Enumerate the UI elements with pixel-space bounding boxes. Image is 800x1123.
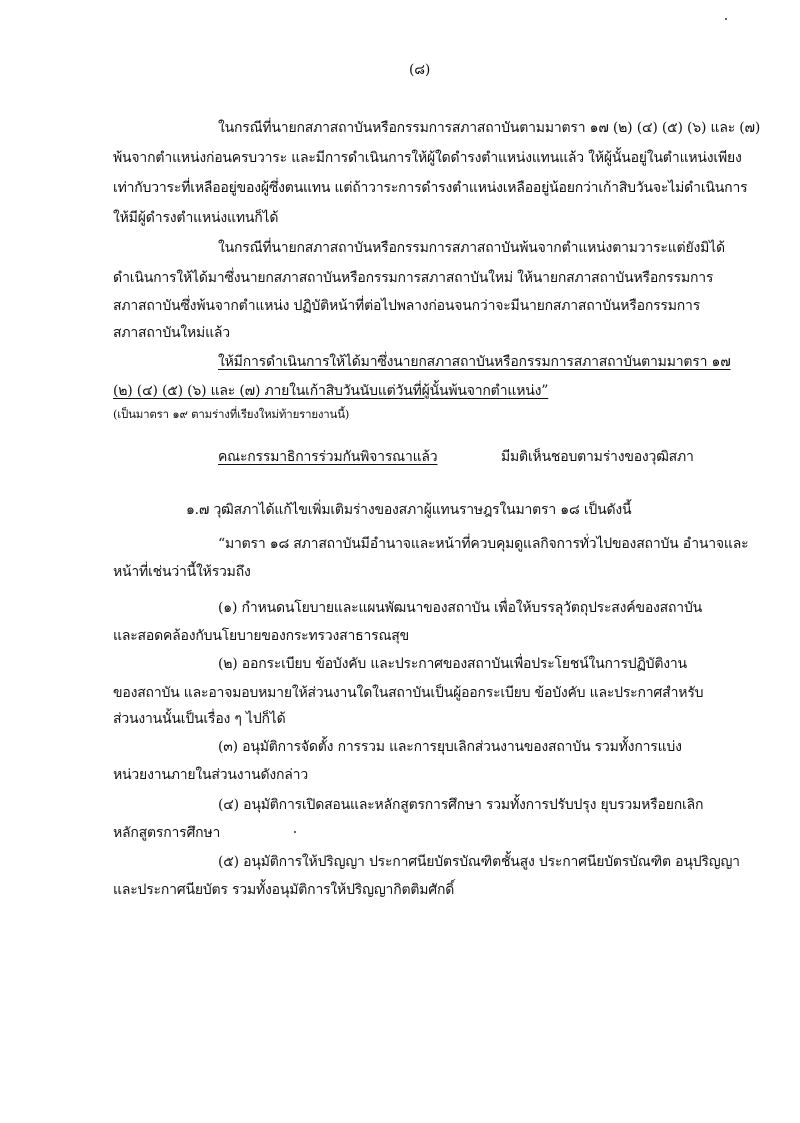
paragraph-2-line-3: สภาสถาบันซึ่งพ้นจากตำแหน่ง ปฏิบัติหน้าที่ต่อไปพลางก่อนจนกว่าจะมีนายกสภาสถาบันหรือกรรมการ bbox=[113, 298, 701, 314]
paragraph-2-line-2: ดำเนินการให้ได้มาซึ่งนายกสภาสถาบันหรือกรรมการสภาสถาบันใหม่ ให้นายกสภาสถาบันหรือกรรมการ bbox=[113, 270, 714, 286]
page-number: (๘) bbox=[409, 62, 431, 78]
item-1-line-1: (๑) กำหนดนโยบายและแผนพัฒนาของสถาบัน เพื่อให้บรรลุวัตถุประสงค์ของสถาบัน bbox=[218, 600, 703, 616]
paragraph-1-line-1: ในกรณีที่นายกสภาสถาบันหรือกรรมการสภาสถาบันตามมาตรา ๑๗ (๒) (๔) (๕) (๖) และ (๗) bbox=[218, 120, 761, 136]
item-5-line-2: และประกาศนียบัตร รวมทั้งอนุมัติการให้ปริญญากิตติมศักดิ์ bbox=[113, 882, 455, 898]
paragraph-1-line-4: ให้มีผู้ดำรงตำแหน่งแทนก็ได้ bbox=[113, 210, 279, 226]
scan-speck bbox=[725, 18, 727, 20]
item-1-line-2: และสอดคล้องกับนโยบายของกระทรวงสาธารณสุข bbox=[113, 628, 409, 644]
section-heading: ๑.๗ วุฒิสภาได้แก้ไขเพิ่มเติมร่างของสภาผู้แทนราษฎรในมาตรา ๑๘ เป็นดังนี้ bbox=[186, 502, 632, 518]
scan-speck bbox=[294, 831, 296, 833]
item-3-line-2: หน่วยงานภายในส่วนงานดังกล่าว bbox=[113, 767, 308, 783]
item-5-line-1: (๕) อนุมัติการให้ปริญญา ประกาศนียบัตรบัณฑิตชั้นสูง ประกาศนียบัตรบัณฑิต อนุปริญญา bbox=[218, 854, 740, 870]
section-intro-line-2: หน้าที่เช่นว่านี้ให้รวมถึง bbox=[113, 564, 251, 580]
committee-heading: คณะกรรมาธิการร่วมกันพิจารณาแล้ว bbox=[218, 449, 438, 465]
item-4-line-1: (๔) อนุมัติการเปิดสอนและหลักสูตรการศึกษา รวมทั้งการปรับปรุง ยุบรวมหรือยกเลิก bbox=[218, 797, 704, 813]
item-2-line-2: ของสถาบัน และอาจมอบหมายให้ส่วนงานใดในสถาบันเป็นผู้ออกระเบียบ ข้อบังคับ และประกาศสำหรับ bbox=[113, 685, 704, 701]
item-2-line-3: ส่วนงานนั้นเป็นเรื่อง ๆ ไปก็ได้ bbox=[113, 711, 286, 727]
item-4-line-2: หลักสูตรการศึกษา bbox=[113, 825, 221, 841]
paragraph-2-line-4: สภาสถาบันใหม่แล้ว bbox=[113, 325, 230, 341]
paragraph-3-line-2: (๒) (๔) (๕) (๖) และ (๗) ภายในเก้าสิบวันนับแต่วันที่ผู้นั้นพ้นจากตำแหน่ง” bbox=[113, 383, 549, 399]
item-2-line-1: (๒) ออกระเบียบ ข้อบังคับ และประกาศของสถาบันเพื่อประโยชน์ในการปฏิบัติงาน bbox=[218, 656, 687, 672]
paragraph-2-line-1: ในกรณีที่นายกสภาสถาบันหรือกรรมการสภาสถาบันพ้นจากตำแหน่งตามวาระแต่ยังมิได้ bbox=[218, 240, 725, 256]
paragraph-1-line-2: พ้นจากตำแหน่งก่อนครบวาระ และมีการดำเนินการให้ผู้ใดดำรงตำแหน่งแทนแล้ว ให้ผู้นั้นอยู่ในตำแหน่งเพียง bbox=[113, 150, 742, 166]
item-3-line-1: (๓) อนุมัติการจัดตั้ง การรวม และการยุบเลิกส่วนงานของสถาบัน รวมทั้งการแบ่ง bbox=[218, 739, 682, 755]
paragraph-1-line-3: เท่ากับวาระที่เหลืออยู่ของผู้ซึ่งตนแทน แต่ถ้าวาระการดำรงตำแหน่งเหลืออยู่น้อยกว่าเก้าสิบวันจะไม่ดำเนินการ bbox=[113, 180, 748, 196]
renumber-note: (เป็นมาตรา ๑๙ ตามร่างที่เรียงใหม่ท้ายรายงานนี้) bbox=[113, 407, 350, 421]
paragraph-3-line-1: ให้มีการดำเนินการให้ได้มาซึ่งนายกสภาสถาบันหรือกรรมการสภาสถาบันตามมาตรา ๑๗ bbox=[218, 354, 731, 370]
committee-result: มีมติเห็นชอบตามร่างของวุฒิสภา bbox=[501, 449, 694, 465]
section-intro-line-1: “มาตรา ๑๘ สภาสถาบันมีอำนาจและหน้าที่ควบคุมดูแลกิจการทั่วไปของสถาบัน อำนาจและ bbox=[218, 536, 749, 552]
